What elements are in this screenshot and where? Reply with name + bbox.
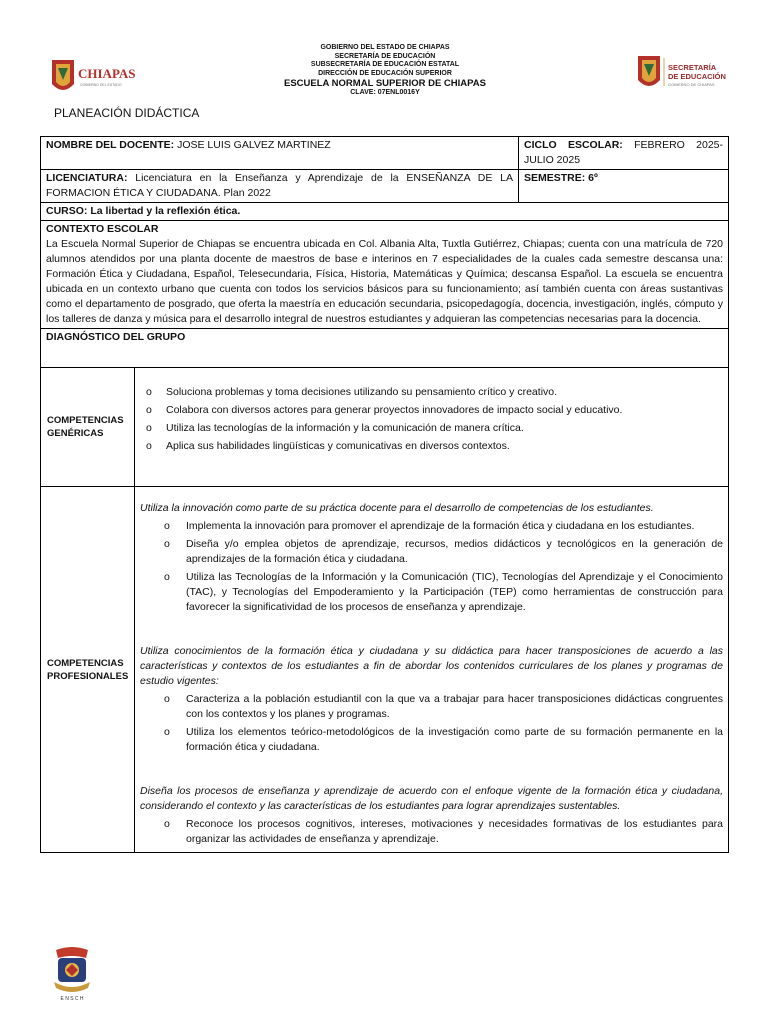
contexto-label: CONTEXTO ESCOLAR [46, 223, 159, 235]
list-item: o Reconoce los procesos cognitivos, intereses, motivaciones y necesidades formativas de los estudiantes para organizar las actividades de enseñanza y aprendizaje. [140, 817, 723, 847]
secretaria-subtext: GOBIERNO DE CHIAPAS [668, 82, 715, 87]
docente-label: NOMBRE DEL DOCENTE: [46, 139, 175, 151]
genericas-row [41, 368, 729, 487]
profesional-intro-1: Utiliza la innovación como parte de su práctica docente para el desarrollo de competencias de los estudiantes. [140, 502, 654, 514]
chiapas-logo [48, 54, 148, 102]
profesional-list-1 [140, 519, 723, 615]
contexto-row [41, 221, 729, 329]
list-item: o Caracteriza a la población estudiantil con la que va a trabajar para hacer transposiciones didácticas congruentes con los contextos y los planes y programas. [140, 692, 723, 722]
profesionales-row [41, 487, 729, 853]
ciclo-value: FEBRERO 2025-JULIO 2025 [524, 139, 723, 166]
planeacion-table [40, 136, 729, 853]
contexto-text: La Escuela Normal Superior de Chiapas se encuentra ubicada en Col. Albania Alta, Tuxtla Gutiérrez, Chiapas; cuenta con una matrícula de 720 alumnos atendidos por una planta docente de maestros de base e interinos en 7 especialidades de la cuales cada semestre descansa una: Formación Ética y Ciudadana, Español, Telesecundaria, Física, Historia, Matemáticas y Química; descansa Español. La escuela se encuentra ubicada en un contexto urbano que cuenta con todos los servicios básicos para su funcionamiento; así también cuenta con áreas sustantivas como el departamento de posgrado, que oferta la maestría en educación secundaria, psicopedagogía, docencia, investigación, inglés, cómputo y los talleres de danza y música para el desarrollo integral de nuestros estudiantes y adquieran las competencias necesarias para la docencia. [46, 238, 723, 325]
school-name: ESCUELA NORMAL SUPERIOR DE CHIAPAS [284, 78, 486, 89]
ensch-logo [46, 944, 98, 1002]
secretaria-text-1: SECRETARÍA [668, 63, 717, 72]
list-item: o Aplica sus habilidades lingüísticas y comunicativas en diversos contextos. [140, 439, 723, 454]
chiapas-logo-subtext: GOBIERNO DEL ESTADO [80, 83, 122, 87]
profesional-intro-2: Utiliza conocimientos de la formación ética y ciudadana y su didáctica para hacer transposiciones de acuerdo a las características y contextos de los estudiantes a fin de abordar los contenidos curriculares de los planes y programas de estudio vigentes: [140, 645, 723, 687]
profesionales-content [135, 487, 729, 853]
profesional-list-2 [140, 692, 723, 755]
chiapas-logo-text: CHIAPAS [78, 66, 136, 81]
list-item: o Colabora con diversos actores para generar proyectos innovadores de impacto social y educativo. [140, 403, 723, 418]
header-line-1: GOBIERNO DEL ESTADO DE CHIAPAS [320, 44, 450, 51]
semestre-cell [519, 170, 729, 203]
secretaria-educacion-logo [636, 52, 732, 98]
ciclo-label: CICLO ESCOLAR: [524, 139, 623, 151]
profesionales-label: COMPETENCIAS PROFESIONALES [41, 487, 135, 853]
header-line-2: SECRETARÍA DE EDUCACIÓN [334, 52, 436, 60]
diagnostico-row [41, 329, 729, 368]
docente-cell [41, 137, 519, 170]
curso-row [41, 203, 729, 221]
list-item: o Implementa la innovación para promover el aprendizaje de la formación ética y ciudadana en los estudiantes. [140, 519, 723, 534]
secretaria-text-2: DE EDUCACIÓN [668, 72, 726, 81]
profesional-intro-3: Diseña los procesos de enseñanza y aprendizaje de acuerdo con el enfoque vigente de la formación ética y ciudadana, considerando el contexto y las características de los estudiantes para lograr aprendizajes sustentables. [140, 785, 723, 812]
curso-cell [41, 203, 729, 221]
diagnostico-cell [41, 329, 729, 368]
docente-value: JOSE LUIS GALVEZ MARTINEZ [174, 139, 331, 151]
list-item: o Soluciona problemas y toma decisiones utilizando su pensamiento crítico y creativo. [140, 385, 723, 400]
licenciatura-cell [41, 170, 519, 203]
licenciatura-row [41, 170, 729, 203]
list-item: o Utiliza las tecnologías de la información y la comunicación de manera crítica. [140, 421, 723, 436]
licenciatura-label: LICENCIATURA: [46, 172, 128, 184]
list-item: o Utiliza las Tecnologías de la Información y la Comunicación (TIC), Tecnologías del Aprendizaje y el Conocimiento (TAC), y Tecnologías del Empoderamiento y la Participación (TEP) como herramientas de construcción para favorecer la significatividad de los procesos de enseñanza y aprendizaje. [140, 570, 723, 615]
list-item: o Diseña y/o emplea objetos de aprendizaje, recursos, medios didácticos y tecnológicos en la generación de aprendizajes de la formación ética y ciudadana. [140, 537, 723, 567]
ciclo-cell [519, 137, 729, 170]
document-header [240, 44, 530, 98]
school-clave: CLAVE: 07ENL0016Y [350, 89, 420, 96]
licenciatura-value: Licenciatura en la Enseñanza y Aprendizaje de la ENSEÑANZA DE LA FORMACION ÉTICA Y CIUDADANA. Plan 2022 [46, 172, 513, 199]
docente-row [41, 137, 729, 170]
genericas-label: COMPETENCIAS GENÉRICAS [41, 368, 135, 487]
curso-label: CURSO: La libertad y la reflexión ética. [46, 205, 241, 217]
list-item: o Utiliza los elementos teórico-metodológicos de la investigación como parte de su formación permanente en la formación ética y ciudadana. [140, 725, 723, 755]
ensch-logo-text: E N S C H [60, 996, 84, 1002]
page-title: PLANEACIÓN DIDÁCTICA [54, 106, 200, 120]
diagnostico-label: DIAGNÓSTICO DEL GRUPO [46, 331, 186, 343]
contexto-cell [41, 221, 729, 329]
semestre-label: SEMESTRE: 6º [524, 172, 598, 184]
header-line-3: SUBSECRETARÍA DE EDUCACIÓN ESTATAL [310, 61, 460, 68]
profesional-list-3 [140, 817, 723, 847]
genericas-content [135, 368, 729, 487]
header-line-4: DIRECCIÓN DE EDUCACIÓN SUPERIOR [318, 69, 452, 77]
genericas-list [140, 385, 723, 454]
